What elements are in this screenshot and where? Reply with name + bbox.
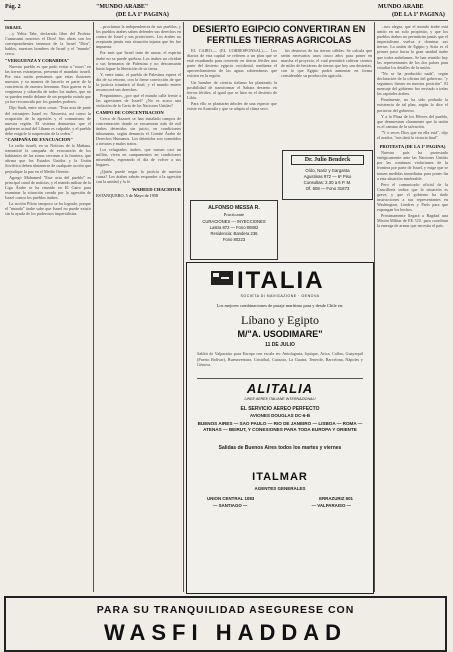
newspaper-name-right: MUNDO ARABE	[378, 4, 424, 10]
ad-doctor-phone: Of. 608 — Fono 31873	[305, 186, 350, 191]
article-paragraph: ...y Yehia Tahr, declarado libre del Profeta: Cumusumi nosotros el Dios! Sus obras son los correspondientes tenemos de la Israel "Dios", hablos, nuestros hombres de Israel y el "mundo" cerca.	[5, 31, 91, 57]
article-paragraph: Nuestro país ha protestado enérgicamente ante las Naciones Unidas por las continuas violaciones de la frontera por parte de Israel, y exige que se tomen medidas inmediatas para poner fin a esta situación intolerable.	[377, 150, 448, 181]
ad-title: Practicante	[223, 212, 245, 217]
flag-icon	[211, 271, 233, 285]
agent-name: ITALMAR	[252, 471, 308, 483]
article-paragraph: "No se ha producido nada", según declaración de la oficina del gobierno, "y seguimos firmes en nuestra posición". El mensaje del gobierno fue enviado a todas las capitales árabes.	[377, 70, 448, 97]
article-paragraph: Próximamente llegará a Bagdad una Misión Militar de EE. UU. para coordinar la entrega de armas que necesita el país.	[377, 213, 448, 229]
article-paragraph: Pero el comunicado oficial de la Cancillería indica que la situación es grave, y que el gobierno ha dado instrucciones a sus representantes en Washington, Londres y París para que expongan los hechos.	[377, 181, 448, 213]
article-paragraph: ¿Quién puede negar la justicia de nuestra causa? Los árabes sabrán responder a la agresión con la unidad y la fe.	[96, 168, 181, 184]
column-divider	[183, 22, 184, 592]
italia-date: 11 DE JULIO	[265, 342, 295, 348]
article-paragraph: Preguntamos, ¿por qué el mundo calla frente a las agresiones de Israel? ¿No es acaso una violación de la Carta de las Naciones Unidas?	[96, 93, 181, 109]
article-paragraph: Un hombre de ciencia italiano ha planteado la posibilidad de transformar el Sahara desierto en tierras fértiles, al igual que se hizo en el desierto de Libia.	[187, 79, 277, 100]
section-date-right: (DE LA 1ª PAGINA)	[392, 12, 445, 18]
ad-doctor	[282, 150, 373, 200]
article-heading: ISRAEL	[5, 25, 23, 30]
article-dateline: ESTANQUERO, 5 de Mayo de 1958	[96, 192, 159, 198]
ad-line: Residencia: Bandera 236	[210, 231, 258, 236]
italia-route: Líbano y Egipto	[241, 313, 319, 327]
agent-address-valparaiso: ERRAZURIZ 601	[319, 496, 353, 501]
article-paragraph: Por más que Israel trate de atacar, el espíritu árabe no se puede quebrar. Los árabes no olvidan a sus hermanos de Palestina y no descansarán hasta lograr la liberación de su tierra.	[96, 50, 181, 71]
main-headline: DESIERTO EGIPCIO CONVERTIRAN EN FERTILES TIERRAS AGRICOLAS	[192, 24, 366, 45]
ad-italia	[186, 262, 374, 594]
article-column-1	[5, 24, 91, 592]
article-column-3	[187, 48, 277, 198]
agent-address-santiago: UNION CENTRAL 1083	[207, 496, 255, 501]
page-number: Pág. 2	[5, 4, 21, 10]
article-paragraph: EL CAIRO.— (EL CORRESPONSAL).— Los diarios de esta capital se refieren a un plan que se está estudiando para convertir en tierras fértiles una parte del desierto egipcio occidental, mediante el aprovechamiento de las aguas subterráneas que existen en la región.	[187, 48, 277, 79]
article-heading: "VERGUENZA Y COBARDIA"	[5, 57, 70, 63]
italia-logo: ITALIA	[237, 267, 325, 294]
section-date-left: (DE LA 1ª PAGINA)	[116, 12, 169, 18]
article-paragraph: ...nos alegra, que el mundo árabe está unido en un solo propósito, y que los pueblos árabes no permitirán jamás que el imperialismo vuelva a dominar sus tierras. La unión de Egipto y Siria es el primer paso hacia la gran unidad árabe que todos anhelamos. Se han reunido hoy los representantes de los dos países para estudiar los detalles de la unión.	[377, 24, 448, 70]
italia-ship: M/"A. USODIMARE"	[237, 329, 323, 339]
article-paragraph: La acción Piloto tampoco se ha logrado, porque el "mundo" árabe sabe que Israel no puede existir sin la ayuda de los poderosos imperialistas.	[5, 201, 91, 217]
article-paragraph: Nuestro pueblo es que pudo evitar a "rusos" en las tierras extranjeras, presenta el mandato israelí. Por esta razón pensamos que estas ilusiones nuestras y su manera de hacerlo es parte de la conciencia de nuestra hermana. Esta guerra es la vergüenza y cobardía de todos los árabes, que no se pueden rendir delante de un pequeño estado que ya fue reconocido por los grandes poderes.	[5, 63, 91, 105]
ad-line: Lastra 872 — Fono 80882	[209, 225, 259, 230]
article-heading: PROTESTA (DE LA 1ª PAGINA)	[379, 144, 446, 150]
column-divider	[93, 22, 94, 592]
article-paragraph: Y, entre tanto, el pueblo de Palestina espera el día de su retorno, con la firme convicción de que la justicia triunfará al final, y el mundo entero reconocerá sus derechos.	[96, 71, 181, 93]
article-signature: WAHEED CHACHOUR	[132, 186, 181, 192]
ad-slogan: PARA SU TRANQUILIDAD ASEGURESE CON	[96, 604, 355, 616]
agent-city-valparaiso: — VALPARAISO —	[311, 503, 351, 508]
italia-intro: Los mejores combinaciones de pasaje marítimo para y desde Chile en:	[216, 303, 344, 308]
newspaper-name-left: "MUNDO ARABE"	[96, 4, 149, 10]
alitalia-service: EL SERVICIO AEREO PERFECTO	[240, 406, 320, 412]
ad-wasfi-haddad	[4, 596, 447, 652]
ad-practitioner	[190, 200, 278, 260]
alitalia-tagline: LINEE AEREE ITALIANE INTERNAZIONALI	[244, 397, 316, 401]
agent-subtitle: AGENTES GENERALES	[254, 486, 306, 491]
article-paragraph: Agregó Mohamed "Este acta del pueblo" es principal canal de noticias, y el mando militar de la Liga Árabe se ha reunido en El Cairo para examinar la situación creada por la agresión de Israel contra los pueblos árabes.	[5, 174, 91, 200]
agent-city-santiago: — SANTIAGO —	[213, 503, 248, 508]
article-heading: "CAMPAÑA DE EVACUACION"	[5, 136, 73, 142]
article-column-2	[96, 24, 181, 592]
alitalia-cities: BUENOS AIRES — SAO PAULO — RIO DE JANEIRO — LISBOA — ROMA — ATENAS — BEIRUT, Y CONEXIONES PARA TODA EUROPA Y ORIENTE	[197, 421, 363, 432]
article-paragraph: ...proclamar la independencia de sus pueblos, y los pueblos árabes saben defender sus derechos en contra de Israel y sus protectores. Los árabes no aceptarán jamás esta situación injusta que les fue impuesta.	[96, 24, 181, 50]
column-divider	[374, 22, 375, 592]
alitalia-logo: ALITALIA	[246, 381, 314, 396]
italia-route-details: Saldrá de Valparaíso para Europa con escala en: Antofagasta, Iquique, Arica, Callao, Guayaquil (Puerto Bolívar), Buenaventura, Cristóbal, Curazao, La Guaira, Tenerife, Barcelona, Nápoles y Génova.	[197, 351, 363, 368]
article-paragraph: Para ello se plantarán árboles de una especie que existe en Australia y que se adapta al clima seco.	[187, 100, 277, 112]
ad-doctor-specialty: Oído, Nariz y Garganta	[305, 168, 350, 173]
article-paragraph: Cerca de Nazaret se han instalado campos de concentración donde se encuentran más de mil árabes detenidos sin juicio, en condiciones inhumanas, según denuncia el Comité Árabe de Derechos Humanos. Los detenidos son sometidos a torturas y malos tratos.	[96, 115, 181, 147]
article-paragraph: Y a la Plaza de los Héroes del pueblo, que demuestran claramente que la unión es el camino de la salvación.	[377, 113, 448, 129]
ad-doctor-name: Dr. Julio Bendeck	[291, 155, 364, 165]
article-paragraph: Dijo Saab, entre otras cosas: "Esta acta de parte del extranjero Israel es: Nasserist, así como la ocupación de la agresión y el comunismo de nuestra región. El sistema demuestra que el gobierno actual del Líbano es culpable, y el pueblo debe exigirle la suspensión de la orden."	[5, 105, 91, 136]
ad-doctor-address: Agustinas 972 — 6º Piso	[303, 174, 352, 179]
ad-doctor-hours: Consultas: 2.30 a 6 P. M.	[303, 180, 352, 185]
header-rule	[4, 20, 448, 21]
article-column-4	[281, 48, 372, 148]
article-heading: CAMPO DE CONCENTRACION	[96, 109, 164, 115]
article-paragraph: los desiertos de las tierras cálidas. Se calcula que serán necesarios unos cinco años para poner en marcha el proyecto, el cual permitirá cultivar cientos de miles de hectáreas de tierras que hoy son desiertas, con lo que Egipto podrá aumentar en forma considerable su producción agrícola.	[281, 48, 372, 79]
article-paragraph: Los refugiados árabes, que suman casi un millón, viven en campamentos en condiciones miserables, esperando el día de volver a sus hogares.	[96, 147, 181, 168]
alitalia-aircraft: AVIONES DOUGLAS DC-6-B	[249, 413, 311, 418]
alitalia-flights: Salidas de Buenos Aires todos los martes y viernes	[218, 445, 342, 451]
article-paragraph: La radio israelí, en su Noticias de la Mañana, transmitió la campaña de evacuación de los habitantes de las zonas cercanas a la frontera, que afirma que los Estados Unidos y la Unión Soviética deben abstenerse de cualquier acción que perjudique la paz en el Medio Oriente.	[5, 143, 91, 174]
article-paragraph: Finalmente, no ha sido probada la existencia de tal plan, según lo dice el portavoz del gobierno.	[377, 97, 448, 113]
ad-brand-name: WASFI HADDAD	[103, 620, 348, 645]
ad-line: CURACIONES — INYECCIONES	[202, 219, 266, 224]
ad-name: ALFONSO MESSA R.	[208, 205, 260, 211]
italia-tagline: SOCIETA DI NAVIGAZIONE · GENOVA	[240, 294, 320, 298]
ad-line: Fono 80223	[222, 237, 246, 242]
article-paragraph: "Y a veces Dios que en ella está", dijo el orador, "nos dará la victoria final".	[377, 129, 448, 140]
article-column-5	[377, 24, 448, 592]
